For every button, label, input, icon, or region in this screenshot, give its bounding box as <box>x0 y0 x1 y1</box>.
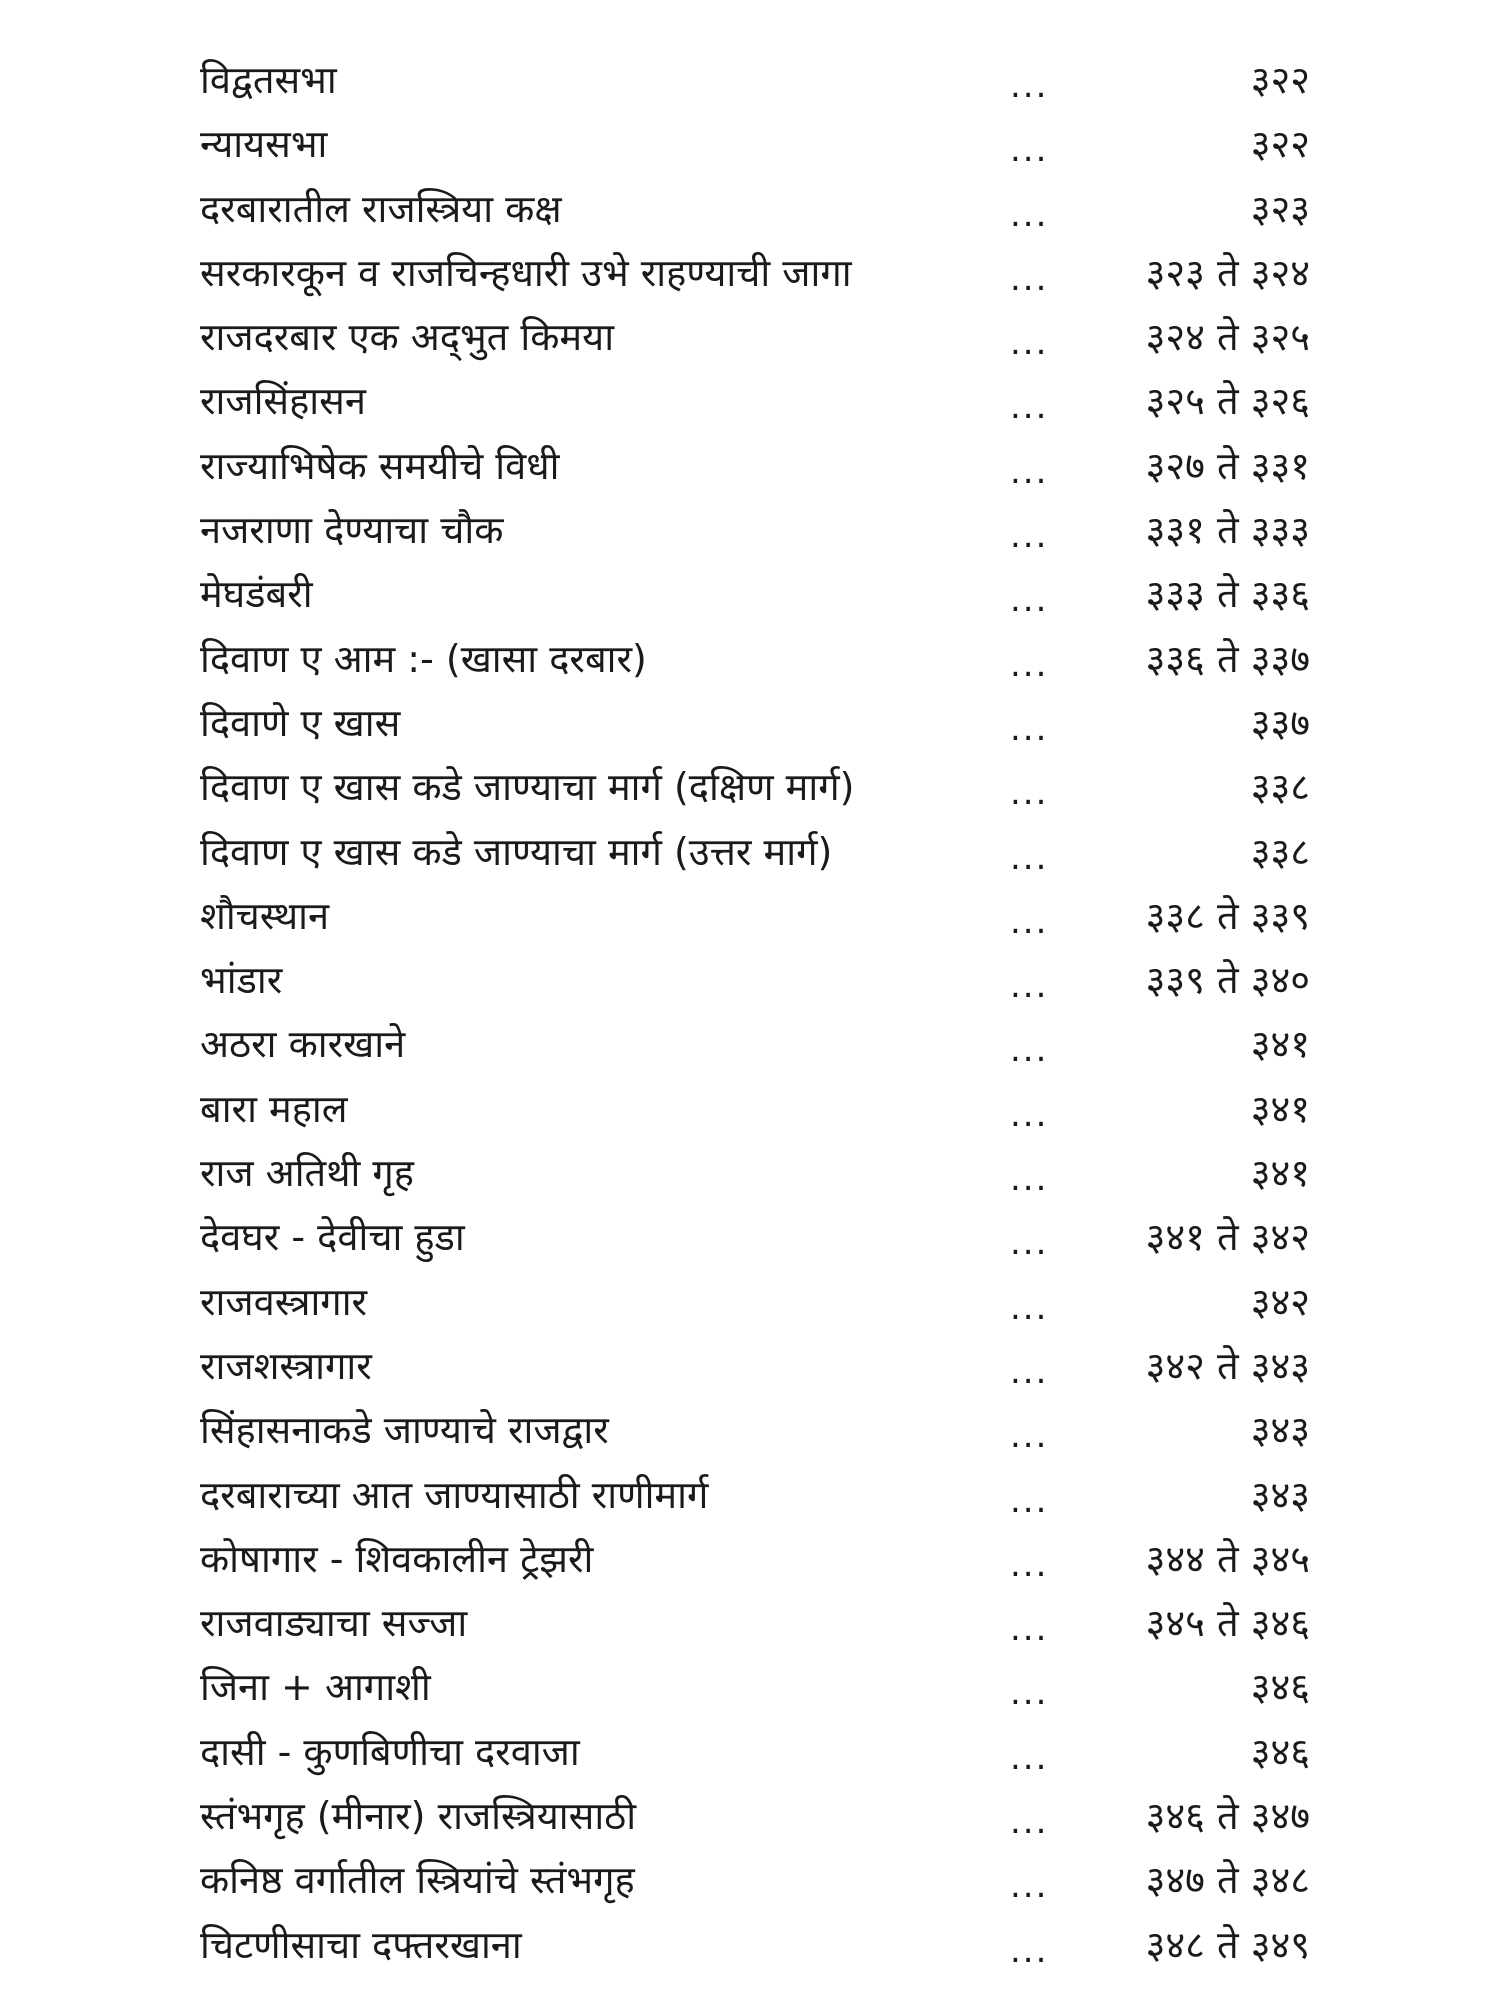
toc-entry-page-number: ३४८ ते ३४९ <box>1145 1922 1310 1967</box>
toc-entry-title: नजराणा देण्याचा चौक <box>200 508 504 553</box>
toc-entry-leader-dots: ... <box>1010 194 1049 235</box>
toc-entry-title: अठरा कारखाने <box>200 1022 406 1067</box>
toc-entry-title: दासी - कुणबिणीचा दरवाजा <box>200 1729 580 1774</box>
toc-entry-page-number: ३४१ <box>1250 1086 1310 1131</box>
toc-entry-leader-dots: ... <box>1010 1351 1049 1392</box>
toc-entry-leader-dots: ... <box>1010 644 1049 685</box>
toc-entry <box>0 498 1500 562</box>
toc-entry-title: देवघर - देवीचा हुडा <box>200 1215 465 1260</box>
toc-entry-leader-dots: ... <box>1010 1673 1049 1714</box>
toc-entry-leader-dots: ... <box>1010 1223 1049 1264</box>
toc-entry-title: दिवाण ए आम :- (खासा दरबार) <box>200 636 647 681</box>
toc-entry-title: बारा महाल <box>200 1086 348 1131</box>
toc-entry-page-number: ३४६ <box>1250 1665 1310 1710</box>
toc-entry-page-number: ३२३ ते ३२४ <box>1145 250 1310 295</box>
toc-entry <box>0 755 1500 819</box>
toc-entry-title: सरकारकून व राजचिन्हधारी उभे राहण्याची जागा <box>200 250 852 295</box>
toc-entry-page-number: ३२७ ते ३३१ <box>1145 443 1310 488</box>
toc-entry-leader-dots: ... <box>1010 1609 1049 1650</box>
toc-entry-title: दरबारातील राजस्त्रिया कक्ष <box>200 186 562 231</box>
toc-entry <box>0 241 1500 305</box>
toc-entry-title: राज अतिथी गृह <box>200 1151 414 1196</box>
toc-entry-leader-dots: ... <box>1010 1480 1049 1521</box>
toc-entry <box>0 1077 1500 1141</box>
toc-entry-title: दरबाराच्या आत जाण्यासाठी राणीमार्ग <box>200 1472 709 1517</box>
toc-entry <box>0 884 1500 948</box>
toc-entry <box>0 1913 1500 1977</box>
toc-entry-page-number: ३२२ <box>1250 122 1310 167</box>
toc-entry <box>0 1655 1500 1719</box>
toc-entry-page-number: ३४१ ते ३४२ <box>1145 1215 1310 1260</box>
toc-entry-leader-dots: ... <box>1010 1544 1049 1585</box>
toc-entry-page-number: ३२५ ते ३२६ <box>1145 379 1310 424</box>
toc-entry-title: कनिष्ठ वर्गातील स्त्रियांचे स्तंभगृह <box>200 1858 635 1903</box>
toc-entry-title: चिटणीसाचा दफ्तरखाना <box>200 1922 522 1967</box>
toc-entry-title: स्तंभगृह (मीनार) राजस्त्रियासाठी <box>200 1794 637 1839</box>
toc-entry-leader-dots: ... <box>1010 708 1049 749</box>
toc-entry-leader-dots: ... <box>1010 387 1049 428</box>
toc-entry-page-number: ३४२ <box>1250 1279 1310 1324</box>
toc-entry-title: राजशस्त्रागार <box>200 1343 372 1388</box>
toc-entry-leader-dots: ... <box>1010 1737 1049 1778</box>
toc-entry-title: राजवाड्याचा सज्जा <box>200 1601 468 1646</box>
toc-entry-title: जिना + आगाशी <box>200 1665 431 1710</box>
toc-entry-page-number: ३२२ <box>1250 58 1310 102</box>
toc-entry-title: विद्वतसभा <box>200 58 337 102</box>
toc-entry-leader-dots: ... <box>1010 966 1049 1007</box>
toc-entry-title: राज्याभिषेक समयीचे विधी <box>200 443 560 488</box>
toc-entry <box>0 1591 1500 1655</box>
toc-entry-page-number: ३४३ <box>1250 1472 1310 1517</box>
toc-entry-leader-dots: ... <box>1010 1287 1049 1328</box>
toc-entry-title: दिवाण ए खास कडे जाण्याचा मार्ग (उत्तर मार्ग) <box>200 829 833 874</box>
toc-entry-leader-dots: ... <box>1010 130 1049 171</box>
toc-entry-title: दिवाण ए खास कडे जाण्याचा मार्ग (दक्षिण मार्ग) <box>200 765 855 810</box>
toc-entry-page-number: ३४४ ते ३४५ <box>1145 1536 1310 1581</box>
toc-entry <box>0 1463 1500 1527</box>
toc-entry <box>0 112 1500 176</box>
toc-entry-page-number: ३४१ <box>1250 1151 1310 1196</box>
toc-entry-title: दिवाणे ए खास <box>200 700 401 745</box>
toc-entry <box>0 1334 1500 1398</box>
toc-entry-page-number: ३३७ <box>1250 700 1310 745</box>
toc-entry <box>0 691 1500 755</box>
toc-entry-page-number: ३४५ ते ३४६ <box>1145 1601 1310 1646</box>
toc-entry-leader-dots: ... <box>1010 66 1049 106</box>
toc-entry-page-number: ३३८ <box>1250 829 1310 874</box>
toc-entry-page-number: ३४१ <box>1250 1022 1310 1067</box>
toc-entry <box>0 948 1500 1012</box>
toc-entry-page-number: ३२४ ते ३२५ <box>1145 315 1310 360</box>
toc-entry-leader-dots: ... <box>1010 773 1049 814</box>
toc-entry <box>0 177 1500 241</box>
toc-entry-leader-dots: ... <box>1010 580 1049 621</box>
toc-entry-title: न्यायसभा <box>200 122 328 167</box>
toc-entry <box>0 1398 1500 1462</box>
toc-entry-title: शौचस्थान <box>200 893 330 938</box>
toc-entry-page-number: ३४२ ते ३४३ <box>1145 1343 1310 1388</box>
toc-entry <box>0 1527 1500 1591</box>
toc-entry <box>0 1141 1500 1205</box>
toc-entry-leader-dots: ... <box>1010 323 1049 364</box>
toc-entry-title: राजदरबार एक अद्‌भुत किमया <box>200 315 615 360</box>
toc-entry-leader-dots: ... <box>1010 1802 1049 1843</box>
toc-entry-leader-dots: ... <box>1010 1094 1049 1135</box>
toc-entry <box>0 369 1500 433</box>
toc-entry <box>0 1720 1500 1784</box>
toc-entry-page-number: ३३८ <box>1250 765 1310 810</box>
toc-entry-leader-dots: ... <box>1010 1159 1049 1200</box>
toc-entry <box>0 627 1500 691</box>
toc-entry-page-number: ३३८ ते ३३९ <box>1145 893 1310 938</box>
toc-entry-leader-dots: ... <box>1010 1930 1049 1971</box>
toc-entry <box>0 820 1500 884</box>
toc-entry <box>0 305 1500 369</box>
toc-entry <box>0 1205 1500 1269</box>
toc-entry <box>0 1012 1500 1076</box>
toc-entry-title: कोषागार - शिवकालीन ट्रेझरी <box>200 1536 594 1581</box>
toc-entry-page-number: ३३३ ते ३३६ <box>1145 572 1310 617</box>
toc-entry-leader-dots: ... <box>1010 516 1049 557</box>
toc-entry-page-number: ३४६ <box>1250 1729 1310 1774</box>
toc-entry-leader-dots: ... <box>1010 1416 1049 1457</box>
toc-entry <box>0 434 1500 498</box>
toc-entry-title: मेघडंबरी <box>200 572 313 617</box>
toc-entry-title: राजसिंहासन <box>200 379 366 424</box>
toc-entry-leader-dots: ... <box>1010 837 1049 878</box>
toc-entry <box>0 48 1500 112</box>
toc-entry-title: सिंहासनाकडे जाण्याचे राजद्वार <box>200 1408 609 1453</box>
toc-entry-page-number: ३३६ ते ३३७ <box>1145 636 1310 681</box>
toc-entry-page-number: ३२३ <box>1250 186 1310 231</box>
table-of-contents <box>0 48 1500 1977</box>
toc-entry <box>0 1270 1500 1334</box>
toc-entry-page-number: ३३१ ते ३३३ <box>1145 508 1310 553</box>
toc-entry-page-number: ३४६ ते ३४७ <box>1145 1794 1310 1839</box>
toc-entry-page-number: ३४३ <box>1250 1408 1310 1453</box>
toc-entry-leader-dots: ... <box>1010 901 1049 942</box>
toc-entry <box>0 562 1500 626</box>
toc-entry <box>0 1784 1500 1848</box>
toc-entry-page-number: ३३९ ते ३४० <box>1145 958 1310 1003</box>
toc-entry-leader-dots: ... <box>1010 258 1049 299</box>
toc-entry-page-number: ३४७ ते ३४८ <box>1145 1858 1310 1903</box>
toc-entry <box>0 1848 1500 1912</box>
toc-entry-title: भांडार <box>200 958 283 1003</box>
toc-entry-leader-dots: ... <box>1010 451 1049 492</box>
toc-entry-title: राजवस्त्रागार <box>200 1279 368 1324</box>
toc-entry-leader-dots: ... <box>1010 1866 1049 1907</box>
toc-entry-leader-dots: ... <box>1010 1030 1049 1071</box>
